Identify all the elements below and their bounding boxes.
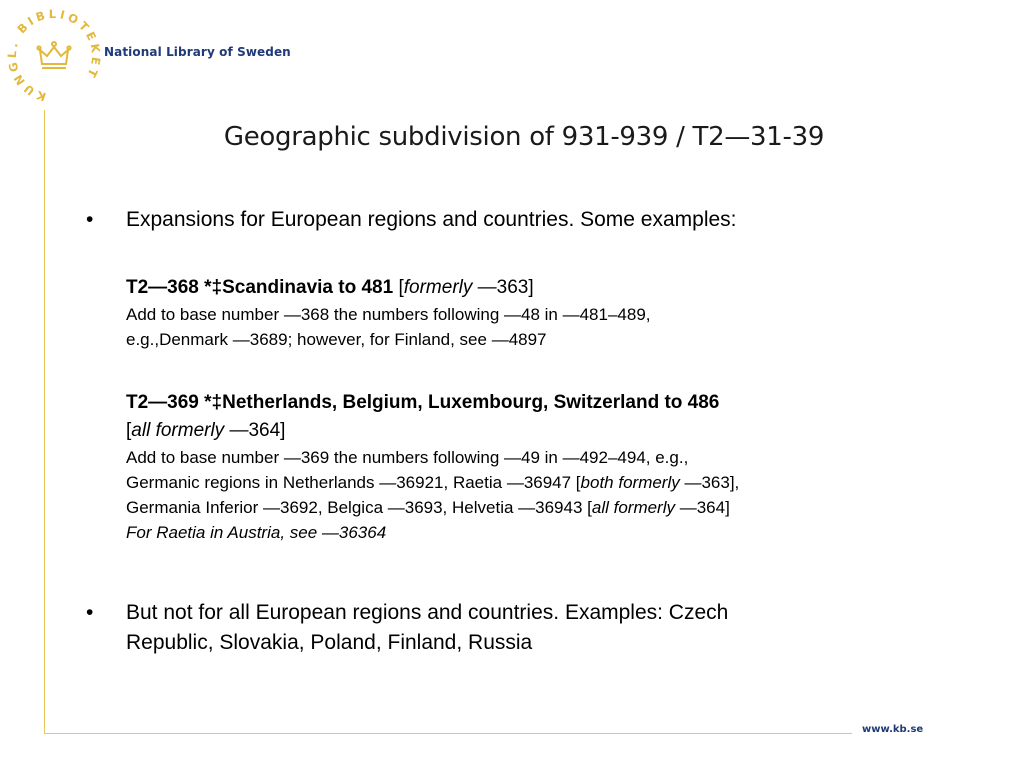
entry-note-italic: all formerly bbox=[591, 498, 675, 517]
seal-icon bbox=[4, 6, 104, 106]
svg-text:KUNGL. BIBLIOTEKET bbox=[5, 7, 104, 104]
kb-seal-logo bbox=[4, 6, 104, 106]
entry-note-italic: both formerly bbox=[580, 473, 680, 492]
entry-ref-italic: formerly bbox=[403, 277, 473, 298]
entry-ref-line bbox=[126, 417, 739, 445]
slide-title: Geographic subdivision of 931-939 / T2—31-39 bbox=[223, 122, 825, 152]
entry-note: —364] bbox=[675, 498, 730, 517]
entry-ref-open: [ bbox=[126, 420, 132, 441]
frame-horizontal-line bbox=[44, 733, 852, 734]
bullet-marker: • bbox=[86, 601, 94, 624]
entry-ref-open: [ bbox=[393, 277, 404, 298]
entry-note: —363], bbox=[679, 473, 740, 492]
footer-url[interactable]: www.kb.se bbox=[862, 724, 924, 735]
entry-ref-close: —363] bbox=[472, 277, 534, 298]
entry-see-note: For Raetia in Austria, see —36364 bbox=[126, 523, 387, 542]
schedule-entry-368 bbox=[126, 274, 651, 352]
entry-note: Germanic regions in Netherlands —36921, Raetia —36947 [ bbox=[126, 473, 581, 492]
bullet-text-block bbox=[126, 598, 728, 658]
entry-note-line bbox=[126, 495, 739, 520]
schedule-entry-369 bbox=[126, 389, 739, 545]
entry-note: Add to base number —369 the numbers following —49 in —492–494, e.g., bbox=[126, 448, 689, 467]
bullet-marker: • bbox=[86, 208, 94, 231]
entry-note-line bbox=[126, 470, 739, 495]
entry-ref-close: —364] bbox=[224, 420, 286, 441]
crown-icon bbox=[37, 42, 70, 68]
bullet-text: Expansions for European regions and countries. Some examples: bbox=[126, 208, 737, 231]
frame-vertical-line bbox=[44, 110, 45, 734]
entry-heading: T2—369 *‡Netherlands, Belgium, Luxembourg, Switzerland to 486 bbox=[126, 392, 720, 413]
entry-note: e.g.,Denmark —3689; however, for Finland, see —4897 bbox=[126, 330, 547, 349]
entry-heading-line bbox=[126, 274, 651, 302]
entry-ref-italic: all formerly bbox=[131, 420, 225, 441]
bullet-text: But not for all European regions and countries. Examples: Czech bbox=[126, 601, 729, 624]
bullet-text: Republic, Slovakia, Poland, Finland, Russia bbox=[126, 631, 533, 654]
brand-name: National Library of Sweden bbox=[104, 45, 291, 59]
entry-heading: T2—368 *‡Scandinavia to 481 bbox=[126, 277, 394, 298]
entry-note: Add to base number —368 the numbers following —48 in —481–489, bbox=[126, 305, 651, 324]
seal-text: KUNGL. BIBLIOTEKET bbox=[4, 6, 104, 105]
entry-note: Germania Inferior —3692, Belgica —3693, Helvetia —36943 [ bbox=[126, 498, 592, 517]
